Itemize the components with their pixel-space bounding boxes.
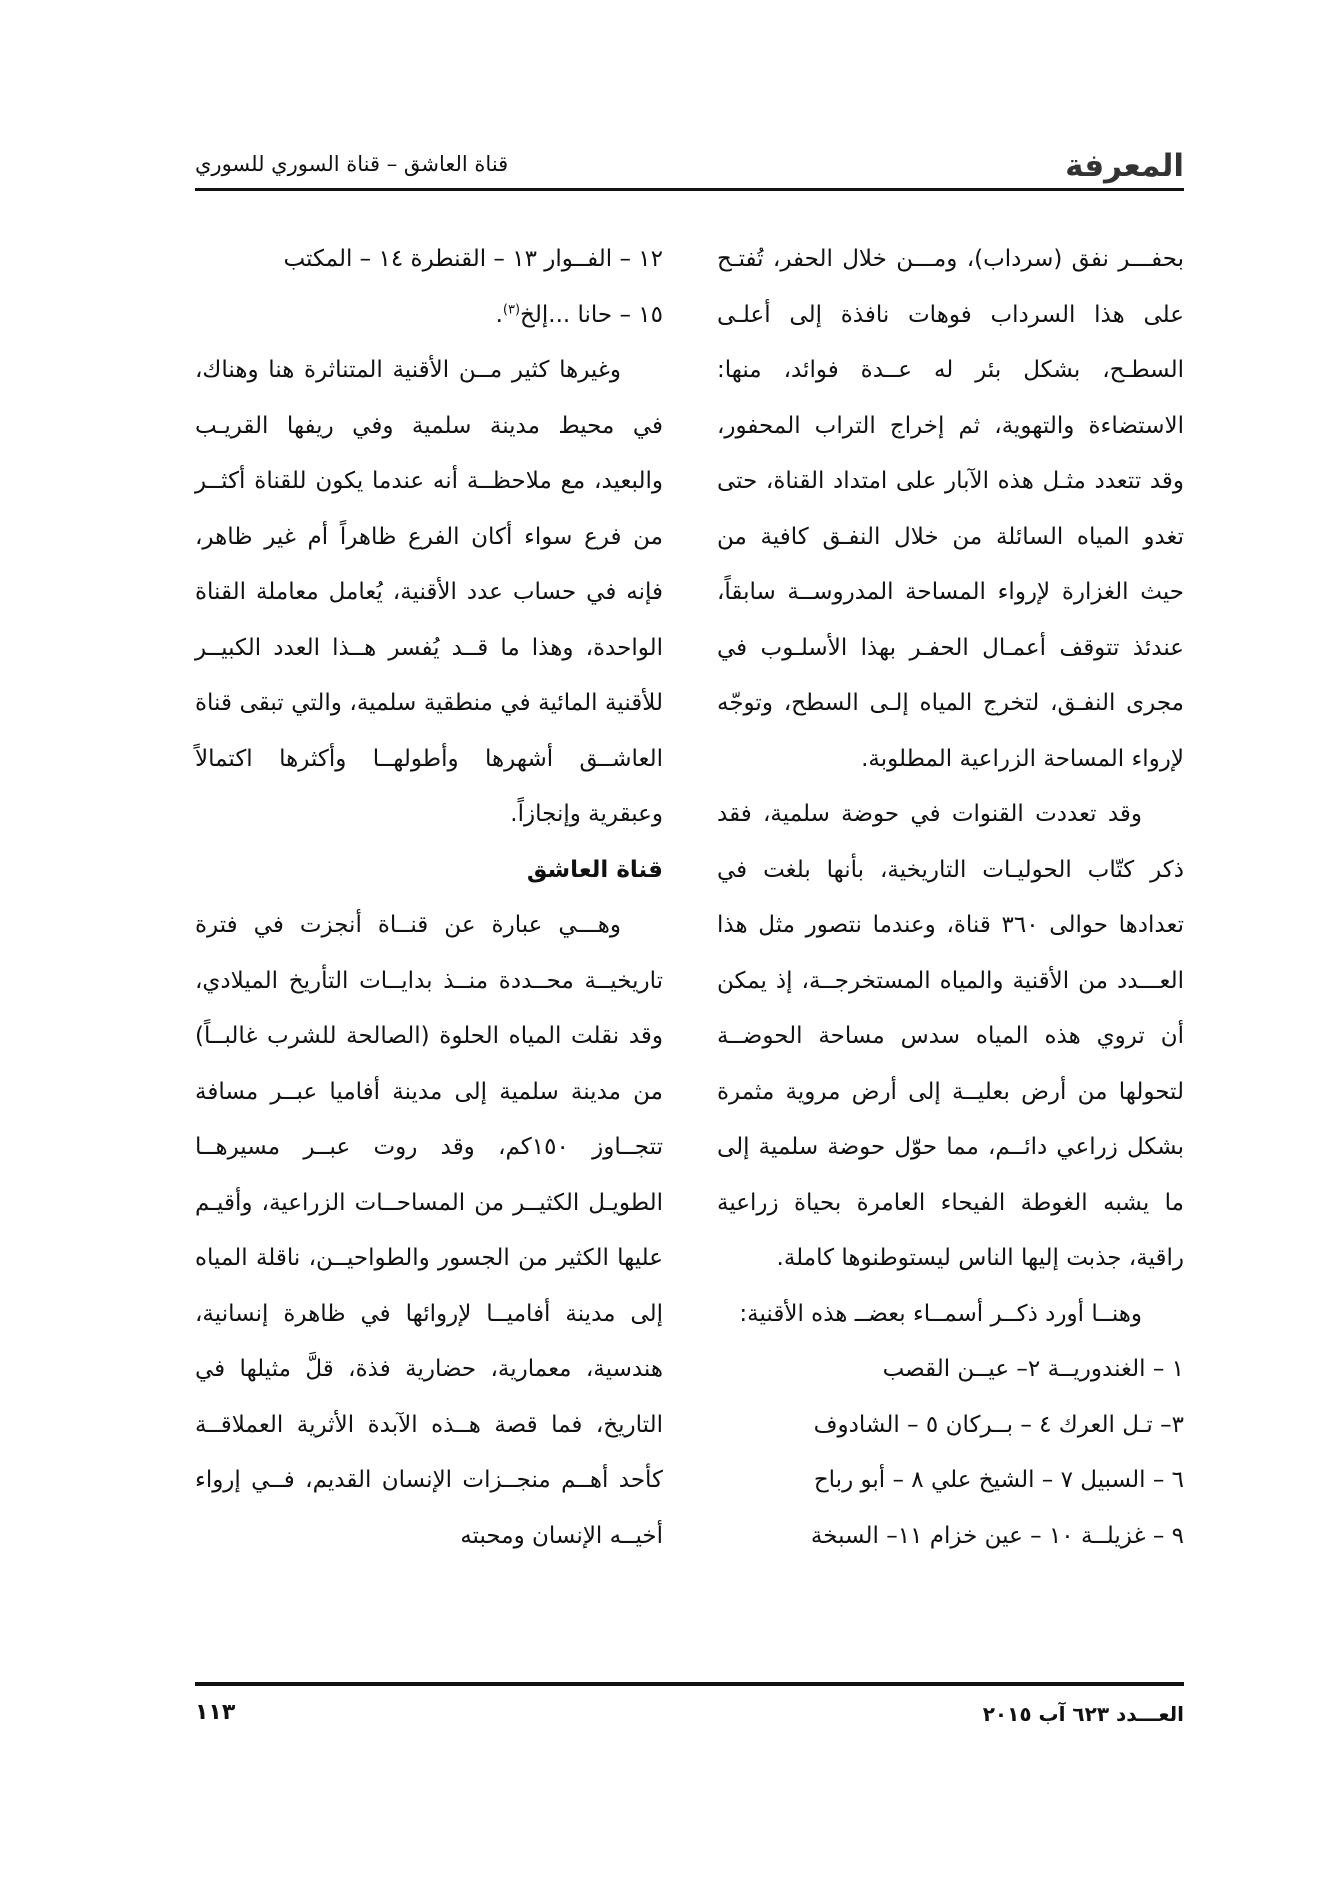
body-paragraph: وهنــا أورد ذكــر أسمــاء بعضــ هذه الأقنية:: [739, 1300, 1142, 1327]
running-title: قناة العاشق – قناة السوري للسوري: [195, 152, 509, 176]
canal-list-text: ١٥ – حانا ...إلخ: [520, 301, 663, 328]
body-paragraph: وهـــي عبارة عن قنــاة أنجزت في فترة تاريخيــة محــددة منــذ بدايــات التأريخ الميلادي، وقد نقلت المياه الحلوة (الصالحة للشرب غالبــاً) من مدينة سلمية إلى مدينة أفاميا عبــر مسافة تتجــاوز ١٥٠كم، وقد روت عبــر مسيرهــا الطويـل الكثيــر من المساحــات الزراعية، وأقيـم عليها الكثير من الجسور والطواحيــن، ناقلة المياه إلى مدينة أفاميــا لإروائها في ظاهرة إنسانية، هندسية، معمارية، حضارية فذة، قلَّ مثيلها في التاريخ، فما قصة هــذه الآبدة الأثرية العملاقــة كأحد أهــم منجــزات الإنسان القديم، فــي إرواء أخيــه الإنسان ومحبته: [195, 912, 663, 1549]
canal-list-line: ٩ – غزيلــة ١٠ – عين خزام ١١– السبخة: [810, 1522, 1184, 1549]
issue-line: العـــدد ٦٢٣ آب ٢٠١٥: [982, 1702, 1184, 1726]
left-column: [195, 232, 663, 1564]
canal-list-line: ٦ – السبيل ٧ – الشيخ علي ٨ – أبو رباح: [813, 1467, 1184, 1493]
page-number: ١١٣: [195, 1700, 236, 1725]
magazine-logo: المعرفة: [1065, 148, 1184, 184]
section-title: قناة العاشق: [526, 856, 663, 883]
canal-list-line: ١٥ – حانا ...إلخ$^{(٣)}$.: [495, 301, 663, 328]
body-paragraph: وغيرها كثير مــن الأقنية المتناثرة هنا وهناك، في محيط مدينة سلمية وفي ريفها القريـب والبعيد، مع ملاحظــة أنه عندما يكون للقناة أكثــر من فرع سواء أكان الفرع ظاهراً أم غير ظاهر، فإنه في حساب عدد الأقنية، يُعامل معاملة القناة الواحدة، وهذا ما قــد يُفسر هــذا العدد الكبيــر للأقنية المائية في منطقية سلمية، والتي تبقى قناة العاشــق أشهرها وأطولهــا وأكثرها اكتمالاً وعبقرية وإنجازاً.: [195, 357, 663, 827]
canal-list-line: ٣– تـل العرك ٤ – بــركان ٥ – الشادوف: [813, 1411, 1184, 1438]
header-rule: [195, 188, 1184, 191]
canal-list-line: ١ – الغندوريــة ٢– عيــن القصب: [882, 1356, 1184, 1382]
body-paragraph: بحفـــر نفق (سرداب)، ومـــن خلال الحفر، تُفتـح على هذا السرداب فوهات نافذة إلى أعلـى السطـح، بشكل بئر له عــدة فوائد، منها: الاستضاءة والتهوية، ثم إخراج التراب المحفور، وقد تتعدد مثـل هذه الآبار على امتداد القناة، حتى تغدو المياه السائلة من خلال النفـق كافية من حيث الغزارة لإرواء المساحة المدروســة سابقاً، عندئذ تتوقف أعمـال الحفـر بهذا الأسلـوب في مجرى النفـق، لتخرج المياه إلـى السطح، وتوجّه لإرواء المساحة الزراعية المطلوبة.: [717, 246, 1184, 772]
footer-rule: [195, 1682, 1184, 1686]
canal-list-line: ١٢ – الفــوار ١٣ – القنطرة ١٤ – المكتب: [283, 246, 663, 272]
body-paragraph: وقد تعددت القنوات في حوضة سلمية، فقد ذكر كتّاب الحوليـات التاريخية، بأنها بلغت في تعدادها حوالى ٣٦٠ قناة، وعندما نتصور مثل هذا العـــدد من الأقنية والمياه المستخرجــة، إذ يمكن أن تروي هذه المياه سدس مساحة الحوضــة لتحولها من أرض بعليــة إلى أرض مروية مثمرة بشكل زراعي دائــم، مما حوّل حوضة سلمية إلى ما يشبه الغوطة الفيحاء العامرة بحياة زراعية راقية، جذبت إليها الناس ليستوطنوها كاملة.: [717, 801, 1184, 1271]
footnote-ref: (٣): [502, 301, 521, 317]
right-column: [717, 232, 1184, 1564]
